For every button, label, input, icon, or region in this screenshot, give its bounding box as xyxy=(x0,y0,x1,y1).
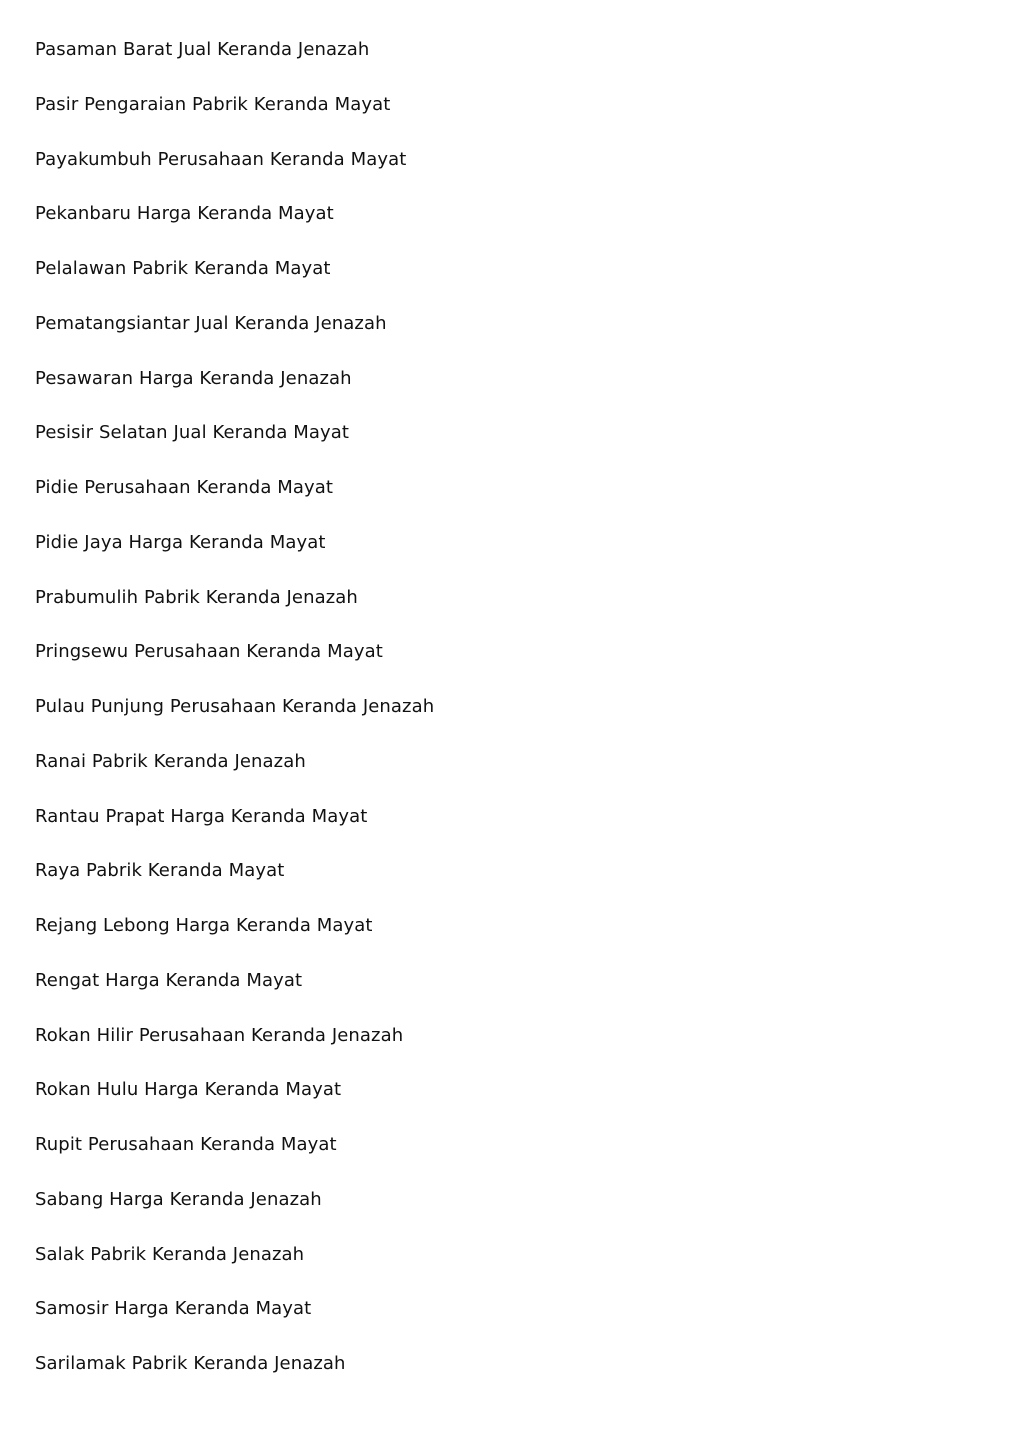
list-item: Salak Pabrik Keranda Jenazah xyxy=(35,1243,305,1265)
list-item: Rantau Prapat Harga Keranda Mayat xyxy=(35,805,368,827)
list-item: Pekanbaru Harga Keranda Mayat xyxy=(35,203,334,225)
list-item: Pesisir Selatan Jual Keranda Mayat xyxy=(35,422,350,444)
list-item: Prabumulih Pabrik Keranda Jenazah xyxy=(35,586,358,608)
location-list xyxy=(35,36,434,1405)
list-item: Raya Pabrik Keranda Mayat xyxy=(35,860,285,882)
list-item: Payakumbuh Perusahaan Keranda Mayat xyxy=(35,148,407,170)
list-item: Ranai Pabrik Keranda Jenazah xyxy=(35,750,306,772)
list-item: Rokan Hilir Perusahaan Keranda Jenazah xyxy=(35,1024,404,1046)
list-item: Pidie Jaya Harga Keranda Mayat xyxy=(35,531,326,553)
list-item: Rokan Hulu Harga Keranda Mayat xyxy=(35,1079,342,1101)
list-item: Rejang Lebong Harga Keranda Mayat xyxy=(35,915,373,936)
list-item: Samosir Harga Keranda Mayat xyxy=(35,1298,312,1320)
list-item: Sabang Harga Keranda Jenazah xyxy=(35,1188,322,1210)
list-item: Pematangsiantar Jual Keranda Jenazah xyxy=(35,312,387,334)
list-item: Pasir Pengaraian Pabrik Keranda Mayat xyxy=(35,93,391,115)
list-item: Pidie Perusahaan Keranda Mayat xyxy=(35,477,334,498)
list-item: Pulau Punjung Perusahaan Keranda Jenazah xyxy=(35,696,435,717)
list-item: Sarilamak Pabrik Keranda Jenazah xyxy=(35,1353,346,1374)
list-item: Pringsewu Perusahaan Keranda Mayat xyxy=(35,641,383,663)
list-item: Pasaman Barat Jual Keranda Jenazah xyxy=(35,39,370,60)
list-item: Rupit Perusahaan Keranda Mayat xyxy=(35,1134,337,1155)
list-item: Pelalawan Pabrik Keranda Mayat xyxy=(35,258,331,279)
list-item: Rengat Harga Keranda Mayat xyxy=(35,969,303,991)
list-item: Pesawaran Harga Keranda Jenazah xyxy=(35,367,352,389)
